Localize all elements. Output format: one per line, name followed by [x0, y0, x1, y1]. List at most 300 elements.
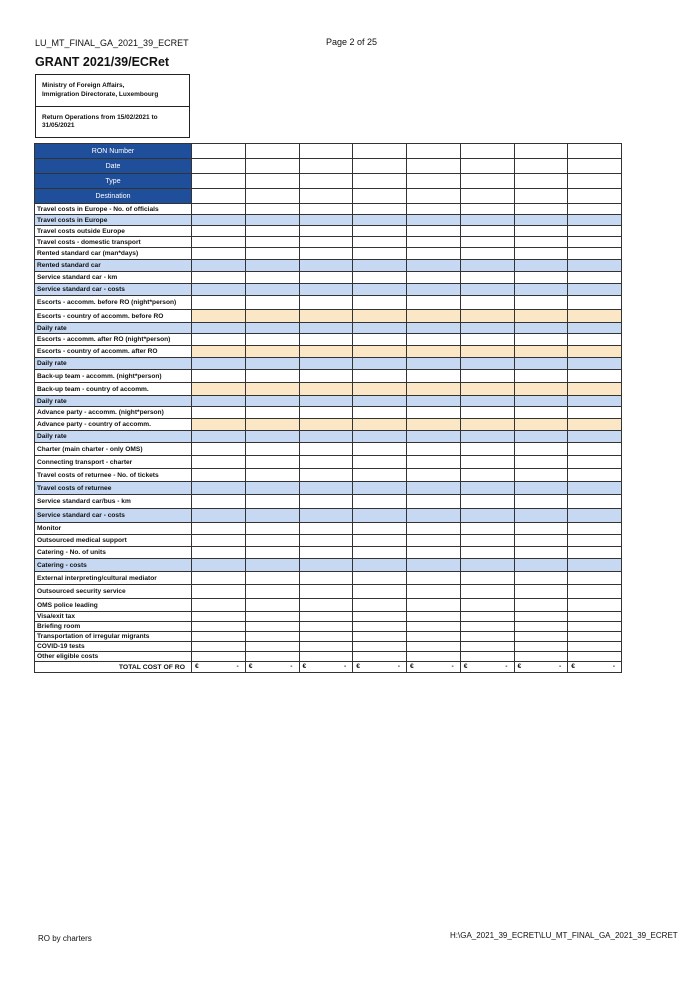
value-cell[interactable]: [353, 310, 407, 323]
value-cell[interactable]: [299, 174, 353, 189]
value-cell[interactable]: [192, 144, 246, 159]
value-cell[interactable]: [353, 215, 407, 226]
value-cell[interactable]: [192, 559, 246, 572]
value-cell[interactable]: [568, 248, 622, 260]
value-cell[interactable]: [514, 310, 568, 323]
value-cell[interactable]: [353, 572, 407, 585]
value-cell[interactable]: [568, 260, 622, 272]
value-cell[interactable]: [192, 189, 246, 204]
value-cell[interactable]: [568, 310, 622, 323]
value-cell[interactable]: [460, 632, 514, 642]
value-cell[interactable]: [353, 443, 407, 456]
value-cell[interactable]: [514, 599, 568, 612]
value-cell[interactable]: [568, 482, 622, 495]
value-cell[interactable]: [514, 189, 568, 204]
value-cell[interactable]: [407, 370, 461, 383]
value-cell[interactable]: [299, 204, 353, 215]
value-cell[interactable]: [353, 296, 407, 310]
value-cell[interactable]: [407, 535, 461, 547]
value-cell[interactable]: [299, 642, 353, 652]
value-cell[interactable]: [299, 456, 353, 469]
value-cell[interactable]: [299, 431, 353, 443]
value-cell[interactable]: [568, 346, 622, 358]
value-cell[interactable]: [460, 346, 514, 358]
value-cell[interactable]: [568, 159, 622, 174]
value-cell[interactable]: [568, 622, 622, 632]
value-cell[interactable]: [353, 632, 407, 642]
value-cell[interactable]: [192, 632, 246, 642]
value-cell[interactable]: [353, 248, 407, 260]
value-cell[interactable]: [353, 370, 407, 383]
value-cell[interactable]: [407, 310, 461, 323]
value-cell[interactable]: [460, 284, 514, 296]
value-cell[interactable]: [245, 189, 299, 204]
value-cell[interactable]: [514, 495, 568, 509]
value-cell[interactable]: [245, 174, 299, 189]
value-cell[interactable]: [245, 323, 299, 334]
value-cell[interactable]: [407, 204, 461, 215]
value-cell[interactable]: [514, 396, 568, 407]
value-cell[interactable]: [568, 226, 622, 237]
value-cell[interactable]: [192, 469, 246, 482]
value-cell[interactable]: [245, 469, 299, 482]
value-cell[interactable]: [245, 535, 299, 547]
value-cell[interactable]: [353, 237, 407, 248]
value-cell[interactable]: [245, 144, 299, 159]
value-cell[interactable]: [299, 547, 353, 559]
value-cell[interactable]: [192, 272, 246, 284]
value-cell[interactable]: [353, 535, 407, 547]
value-cell[interactable]: [192, 383, 246, 396]
value-cell[interactable]: [568, 535, 622, 547]
value-cell[interactable]: [245, 642, 299, 652]
value-cell[interactable]: [245, 419, 299, 431]
value-cell[interactable]: [407, 443, 461, 456]
value-cell[interactable]: [568, 559, 622, 572]
value-cell[interactable]: [245, 272, 299, 284]
value-cell[interactable]: [568, 204, 622, 215]
value-cell[interactable]: [299, 396, 353, 407]
value-cell[interactable]: [514, 204, 568, 215]
value-cell[interactable]: [245, 346, 299, 358]
value-cell[interactable]: [353, 323, 407, 334]
value-cell[interactable]: [460, 174, 514, 189]
value-cell[interactable]: [192, 334, 246, 346]
value-cell[interactable]: [514, 456, 568, 469]
value-cell[interactable]: [407, 284, 461, 296]
value-cell[interactable]: [514, 144, 568, 159]
value-cell[interactable]: [299, 346, 353, 358]
value-cell[interactable]: [514, 383, 568, 396]
value-cell[interactable]: [568, 495, 622, 509]
value-cell[interactable]: [460, 652, 514, 662]
value-cell[interactable]: [407, 237, 461, 248]
value-cell[interactable]: [245, 572, 299, 585]
value-cell[interactable]: [407, 642, 461, 652]
value-cell[interactable]: [299, 383, 353, 396]
value-cell[interactable]: [353, 652, 407, 662]
value-cell[interactable]: [245, 482, 299, 495]
value-cell[interactable]: [568, 469, 622, 482]
value-cell[interactable]: [568, 547, 622, 559]
value-cell[interactable]: [353, 509, 407, 523]
value-cell[interactable]: [568, 431, 622, 443]
value-cell[interactable]: [514, 632, 568, 642]
value-cell[interactable]: [460, 226, 514, 237]
value-cell[interactable]: [245, 237, 299, 248]
value-cell[interactable]: [568, 585, 622, 599]
value-cell[interactable]: [407, 482, 461, 495]
value-cell[interactable]: [407, 469, 461, 482]
value-cell[interactable]: [353, 284, 407, 296]
value-cell[interactable]: [353, 431, 407, 443]
value-cell[interactable]: [514, 559, 568, 572]
value-cell[interactable]: [460, 383, 514, 396]
value-cell[interactable]: [514, 174, 568, 189]
value-cell[interactable]: [299, 495, 353, 509]
value-cell[interactable]: [245, 248, 299, 260]
value-cell[interactable]: [353, 144, 407, 159]
value-cell[interactable]: [460, 396, 514, 407]
value-cell[interactable]: [353, 612, 407, 622]
value-cell[interactable]: [407, 334, 461, 346]
value-cell[interactable]: [192, 585, 246, 599]
value-cell[interactable]: [514, 226, 568, 237]
value-cell[interactable]: [514, 572, 568, 585]
value-cell[interactable]: [568, 443, 622, 456]
value-cell[interactable]: [192, 204, 246, 215]
value-cell[interactable]: [245, 383, 299, 396]
value-cell[interactable]: [299, 370, 353, 383]
value-cell[interactable]: [192, 547, 246, 559]
value-cell[interactable]: [568, 612, 622, 622]
value-cell[interactable]: [460, 431, 514, 443]
value-cell[interactable]: [568, 237, 622, 248]
value-cell[interactable]: [192, 260, 246, 272]
value-cell[interactable]: [353, 482, 407, 495]
value-cell[interactable]: [245, 370, 299, 383]
value-cell[interactable]: [514, 248, 568, 260]
value-cell[interactable]: [568, 272, 622, 284]
value-cell[interactable]: [299, 284, 353, 296]
value-cell[interactable]: [192, 323, 246, 334]
value-cell[interactable]: [407, 396, 461, 407]
value-cell[interactable]: [353, 334, 407, 346]
value-cell[interactable]: [514, 523, 568, 535]
value-cell[interactable]: [460, 407, 514, 419]
value-cell[interactable]: [514, 272, 568, 284]
value-cell[interactable]: [407, 559, 461, 572]
value-cell[interactable]: [299, 509, 353, 523]
value-cell[interactable]: [353, 174, 407, 189]
value-cell[interactable]: [460, 159, 514, 174]
value-cell[interactable]: [514, 535, 568, 547]
value-cell[interactable]: [299, 419, 353, 431]
value-cell[interactable]: [192, 407, 246, 419]
value-cell[interactable]: [514, 443, 568, 456]
value-cell[interactable]: [299, 469, 353, 482]
value-cell[interactable]: [407, 159, 461, 174]
value-cell[interactable]: [568, 599, 622, 612]
value-cell[interactable]: [407, 419, 461, 431]
value-cell[interactable]: [192, 237, 246, 248]
value-cell[interactable]: [514, 260, 568, 272]
value-cell[interactable]: [299, 272, 353, 284]
value-cell[interactable]: [353, 547, 407, 559]
value-cell[interactable]: [514, 469, 568, 482]
value-cell[interactable]: [460, 189, 514, 204]
value-cell[interactable]: [192, 572, 246, 585]
value-cell[interactable]: [245, 509, 299, 523]
value-cell[interactable]: [192, 652, 246, 662]
value-cell[interactable]: [299, 237, 353, 248]
value-cell[interactable]: [514, 431, 568, 443]
value-cell[interactable]: [353, 189, 407, 204]
value-cell[interactable]: [353, 559, 407, 572]
value-cell[interactable]: [568, 396, 622, 407]
value-cell[interactable]: [245, 215, 299, 226]
value-cell[interactable]: [245, 559, 299, 572]
value-cell[interactable]: [460, 469, 514, 482]
value-cell[interactable]: [407, 572, 461, 585]
value-cell[interactable]: [460, 296, 514, 310]
value-cell[interactable]: [245, 612, 299, 622]
value-cell[interactable]: [192, 284, 246, 296]
value-cell[interactable]: [460, 572, 514, 585]
value-cell[interactable]: [245, 358, 299, 370]
value-cell[interactable]: [299, 652, 353, 662]
value-cell[interactable]: [299, 296, 353, 310]
value-cell[interactable]: [460, 482, 514, 495]
value-cell[interactable]: [192, 310, 246, 323]
value-cell[interactable]: [353, 396, 407, 407]
value-cell[interactable]: [245, 204, 299, 215]
value-cell[interactable]: [245, 585, 299, 599]
value-cell[interactable]: [568, 652, 622, 662]
value-cell[interactable]: [353, 358, 407, 370]
value-cell[interactable]: [245, 284, 299, 296]
value-cell[interactable]: [192, 456, 246, 469]
value-cell[interactable]: [407, 407, 461, 419]
value-cell[interactable]: [460, 370, 514, 383]
value-cell[interactable]: [514, 284, 568, 296]
value-cell[interactable]: [299, 407, 353, 419]
value-cell[interactable]: [245, 599, 299, 612]
value-cell[interactable]: [514, 612, 568, 622]
value-cell[interactable]: [192, 346, 246, 358]
value-cell[interactable]: [568, 323, 622, 334]
value-cell[interactable]: [299, 260, 353, 272]
value-cell[interactable]: [299, 144, 353, 159]
value-cell[interactable]: [245, 334, 299, 346]
value-cell[interactable]: [192, 642, 246, 652]
value-cell[interactable]: [407, 431, 461, 443]
value-cell[interactable]: [407, 189, 461, 204]
value-cell[interactable]: [299, 215, 353, 226]
value-cell[interactable]: [460, 248, 514, 260]
value-cell[interactable]: [460, 443, 514, 456]
value-cell[interactable]: [245, 407, 299, 419]
value-cell[interactable]: [514, 323, 568, 334]
value-cell[interactable]: [192, 622, 246, 632]
value-cell[interactable]: [568, 419, 622, 431]
value-cell[interactable]: [353, 383, 407, 396]
value-cell[interactable]: [407, 358, 461, 370]
value-cell[interactable]: [568, 358, 622, 370]
value-cell[interactable]: [514, 419, 568, 431]
value-cell[interactable]: [407, 456, 461, 469]
value-cell[interactable]: [460, 642, 514, 652]
value-cell[interactable]: [353, 346, 407, 358]
value-cell[interactable]: [299, 358, 353, 370]
value-cell[interactable]: [407, 248, 461, 260]
value-cell[interactable]: [353, 226, 407, 237]
value-cell[interactable]: [353, 272, 407, 284]
value-cell[interactable]: [299, 585, 353, 599]
value-cell[interactable]: [407, 632, 461, 642]
value-cell[interactable]: [460, 612, 514, 622]
value-cell[interactable]: [245, 632, 299, 642]
value-cell[interactable]: [407, 509, 461, 523]
value-cell[interactable]: [299, 622, 353, 632]
value-cell[interactable]: [299, 535, 353, 547]
value-cell[interactable]: [192, 248, 246, 260]
value-cell[interactable]: [568, 189, 622, 204]
value-cell[interactable]: [299, 632, 353, 642]
value-cell[interactable]: [568, 215, 622, 226]
value-cell[interactable]: [299, 323, 353, 334]
value-cell[interactable]: [460, 358, 514, 370]
value-cell[interactable]: [299, 334, 353, 346]
value-cell[interactable]: [460, 260, 514, 272]
value-cell[interactable]: [407, 272, 461, 284]
value-cell[interactable]: [460, 204, 514, 215]
value-cell[interactable]: [353, 159, 407, 174]
value-cell[interactable]: [568, 632, 622, 642]
value-cell[interactable]: [299, 572, 353, 585]
value-cell[interactable]: [514, 547, 568, 559]
value-cell[interactable]: [245, 159, 299, 174]
value-cell[interactable]: [192, 431, 246, 443]
value-cell[interactable]: [407, 174, 461, 189]
value-cell[interactable]: [192, 159, 246, 174]
value-cell[interactable]: [407, 523, 461, 535]
value-cell[interactable]: [460, 144, 514, 159]
value-cell[interactable]: [460, 495, 514, 509]
value-cell[interactable]: [192, 599, 246, 612]
value-cell[interactable]: [460, 419, 514, 431]
value-cell[interactable]: [460, 535, 514, 547]
value-cell[interactable]: [299, 443, 353, 456]
value-cell[interactable]: [460, 523, 514, 535]
value-cell[interactable]: [568, 509, 622, 523]
value-cell[interactable]: [514, 370, 568, 383]
value-cell[interactable]: [460, 559, 514, 572]
value-cell[interactable]: [353, 407, 407, 419]
value-cell[interactable]: [407, 652, 461, 662]
value-cell[interactable]: [353, 642, 407, 652]
value-cell[interactable]: [353, 260, 407, 272]
value-cell[interactable]: [245, 652, 299, 662]
value-cell[interactable]: [407, 383, 461, 396]
value-cell[interactable]: [245, 296, 299, 310]
value-cell[interactable]: [407, 296, 461, 310]
value-cell[interactable]: [407, 346, 461, 358]
value-cell[interactable]: [299, 226, 353, 237]
value-cell[interactable]: [245, 547, 299, 559]
value-cell[interactable]: [245, 226, 299, 237]
value-cell[interactable]: [460, 323, 514, 334]
value-cell[interactable]: [407, 585, 461, 599]
value-cell[interactable]: [514, 334, 568, 346]
value-cell[interactable]: [460, 310, 514, 323]
value-cell[interactable]: [407, 547, 461, 559]
value-cell[interactable]: [353, 523, 407, 535]
value-cell[interactable]: [299, 599, 353, 612]
value-cell[interactable]: [514, 237, 568, 248]
value-cell[interactable]: [299, 612, 353, 622]
value-cell[interactable]: [353, 469, 407, 482]
value-cell[interactable]: [353, 622, 407, 632]
value-cell[interactable]: [245, 443, 299, 456]
value-cell[interactable]: [568, 456, 622, 469]
value-cell[interactable]: [245, 396, 299, 407]
value-cell[interactable]: [568, 296, 622, 310]
value-cell[interactable]: [514, 296, 568, 310]
value-cell[interactable]: [568, 523, 622, 535]
value-cell[interactable]: [192, 482, 246, 495]
value-cell[interactable]: [514, 585, 568, 599]
value-cell[interactable]: [407, 599, 461, 612]
value-cell[interactable]: [514, 358, 568, 370]
value-cell[interactable]: [353, 599, 407, 612]
value-cell[interactable]: [460, 599, 514, 612]
value-cell[interactable]: [245, 456, 299, 469]
value-cell[interactable]: [460, 215, 514, 226]
value-cell[interactable]: [192, 419, 246, 431]
value-cell[interactable]: [460, 622, 514, 632]
value-cell[interactable]: [407, 260, 461, 272]
value-cell[interactable]: [299, 159, 353, 174]
value-cell[interactable]: [460, 547, 514, 559]
value-cell[interactable]: [407, 215, 461, 226]
value-cell[interactable]: [568, 334, 622, 346]
value-cell[interactable]: [514, 407, 568, 419]
value-cell[interactable]: [460, 237, 514, 248]
value-cell[interactable]: [568, 407, 622, 419]
value-cell[interactable]: [192, 495, 246, 509]
value-cell[interactable]: [245, 431, 299, 443]
value-cell[interactable]: [245, 495, 299, 509]
value-cell[interactable]: [299, 523, 353, 535]
value-cell[interactable]: [514, 652, 568, 662]
value-cell[interactable]: [299, 482, 353, 495]
value-cell[interactable]: [568, 144, 622, 159]
value-cell[interactable]: [568, 642, 622, 652]
value-cell[interactable]: [514, 346, 568, 358]
value-cell[interactable]: [407, 495, 461, 509]
value-cell[interactable]: [568, 284, 622, 296]
value-cell[interactable]: [353, 204, 407, 215]
value-cell[interactable]: [245, 622, 299, 632]
value-cell[interactable]: [353, 419, 407, 431]
value-cell[interactable]: [568, 572, 622, 585]
value-cell[interactable]: [353, 585, 407, 599]
value-cell[interactable]: [460, 585, 514, 599]
value-cell[interactable]: [407, 144, 461, 159]
value-cell[interactable]: [514, 159, 568, 174]
value-cell[interactable]: [192, 215, 246, 226]
